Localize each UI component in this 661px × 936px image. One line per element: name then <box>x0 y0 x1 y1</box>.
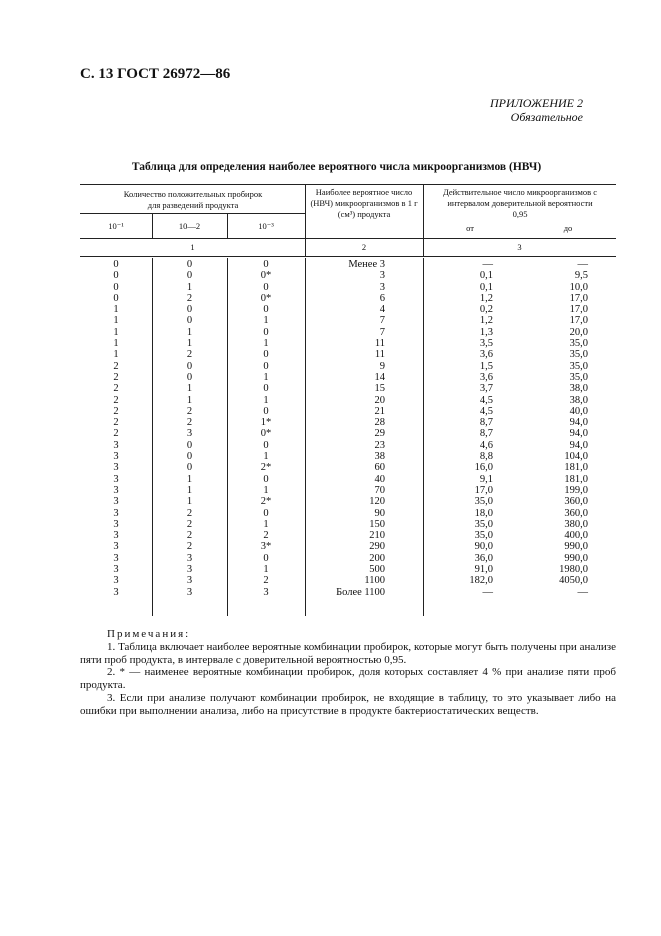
ci-to-cell: 360,0 <box>564 496 588 508</box>
note-3: 3. Если при анализе получают комбинации пробирок, не входящие в таблицу, то это указывает либо на ошибки при выполнении анализа, либо на присутствие в продукте бактериостатических веществ. <box>80 691 616 717</box>
dilution-1-cell: 3 <box>113 564 119 576</box>
dilution-2-cell: 1 <box>186 484 193 496</box>
header-d2: 10—2 <box>178 221 201 231</box>
ci-from-cell: 4,6 <box>479 439 493 451</box>
dilution-3-cell: 2* <box>260 462 272 474</box>
appendix-status: Обязательное <box>510 110 583 124</box>
ci-to-cell: 38,0 <box>569 394 588 406</box>
dilution-3-cell: 1 <box>263 371 269 383</box>
ci-from-cell: 8,8 <box>479 451 493 463</box>
dilution-2-cell: 2 <box>186 292 193 304</box>
dilution-2-cell: 0 <box>186 451 193 463</box>
mpn-cell: Менее 3 <box>348 259 385 270</box>
dilution-1-cell: 1 <box>113 338 119 350</box>
ci-to-cell: — <box>577 259 588 270</box>
ci-from-cell: — <box>482 586 493 598</box>
table-row <box>80 564 616 575</box>
ci-from-cell: 35,0 <box>474 496 493 508</box>
subheader-rule <box>80 213 305 214</box>
ci-from-cell: 1,5 <box>479 360 493 372</box>
dilution-1-cell: 2 <box>113 405 119 417</box>
dilution-1-cell: 0 <box>113 270 119 282</box>
dilution-1-cell: 3 <box>113 518 119 530</box>
mpn-cell: 14 <box>374 371 385 383</box>
dilution-1-cell: 3 <box>113 507 119 519</box>
dilution-1-cell: 3 <box>113 496 119 508</box>
dilution-3-cell: 0* <box>260 292 272 304</box>
dilution-2-cell: 2 <box>186 405 193 417</box>
mpn-cell: 6 <box>379 292 385 304</box>
dilution-2-cell: 2 <box>186 518 193 530</box>
table-row <box>80 440 616 451</box>
ci-from-cell: 18,0 <box>474 507 493 519</box>
header-to: до <box>563 223 573 233</box>
appendix-title: ПРИЛОЖЕНИЕ 2 <box>490 96 583 110</box>
dilution-3-cell: 0 <box>263 439 269 451</box>
ci-to-cell: 17,0 <box>569 292 588 304</box>
dilution-2-cell: 2 <box>186 530 193 542</box>
notes <box>80 628 616 718</box>
ci-to-cell: 17,0 <box>569 304 588 316</box>
dilution-2-cell: 1 <box>186 281 193 293</box>
dilution-1-cell: 3 <box>113 451 119 463</box>
dilution-1-cell: 3 <box>113 484 119 496</box>
ci-from-cell: 1,2 <box>479 315 493 327</box>
note-1: 1. Таблица включает наиболее вероятные комбинации пробирок, которые могут быть получены при анализе пяти проб продукта, в интервале с доверительной вероятностью 0,95. <box>80 640 616 666</box>
dilution-2-cell: 1 <box>186 473 193 485</box>
table-row <box>80 395 616 406</box>
ci-from-cell: 0,1 <box>479 281 493 293</box>
table-row <box>80 293 616 304</box>
ci-from-cell: 3,5 <box>479 338 493 350</box>
col-number-2: 2 <box>361 242 367 252</box>
ci-to-cell: 181,0 <box>564 462 588 474</box>
page-header: С. 13 ГОСТ 26972—86 <box>80 66 231 82</box>
dilution-1-cell: 3 <box>113 541 119 553</box>
ci-to-cell: 94,0 <box>569 439 588 451</box>
ci-from-cell: 8,7 <box>479 428 493 440</box>
table-top-rule <box>80 184 616 185</box>
table-row <box>80 406 616 417</box>
mpn-cell: 40 <box>374 473 385 485</box>
ci-from-cell: 3,7 <box>479 383 493 395</box>
dilution-2-cell: 0 <box>186 304 193 316</box>
ci-to-cell: 400,0 <box>564 530 588 542</box>
table-row <box>80 417 616 428</box>
mpn-cell: 38 <box>374 451 385 463</box>
table-row <box>80 428 616 439</box>
dilution-1-cell: 1 <box>113 326 119 338</box>
dilution-3-cell: 0 <box>263 259 269 270</box>
dilution-3-cell: 1 <box>263 315 269 327</box>
ci-to-cell: 104,0 <box>564 451 588 463</box>
ci-from-cell: 35,0 <box>474 518 493 530</box>
note-2: 2. * — наименее вероятные комбинации пробирок, доля которых составляет 4 % при анализе пяти проб продукта. <box>80 666 616 692</box>
dilution-1-cell: 1 <box>113 304 119 316</box>
ci-from-cell: 90,0 <box>474 541 493 553</box>
mpn-cell: 3 <box>379 270 385 282</box>
ci-from-cell: 1,3 <box>479 326 493 338</box>
ci-to-cell: 40,0 <box>569 405 588 417</box>
dilution-1-cell: 3 <box>113 439 119 451</box>
col-number-1: 1 <box>190 242 195 252</box>
dilution-2-cell: 3 <box>186 552 193 564</box>
dilution-2-cell: 1 <box>186 383 193 395</box>
dilution-3-cell: 0 <box>263 383 269 395</box>
table-row <box>80 485 616 496</box>
dilution-3-cell: 1 <box>263 564 269 576</box>
mpn-cell: 7 <box>379 326 385 338</box>
mpn-cell: 500 <box>369 564 385 576</box>
dilution-1-cell: 0 <box>113 259 119 270</box>
dilution-3-cell: 0* <box>260 428 272 440</box>
table-row <box>80 451 616 462</box>
ci-to-cell: 10,0 <box>569 281 588 293</box>
dilution-3-cell: 1 <box>263 394 269 406</box>
dilution-1-cell: 3 <box>113 586 119 598</box>
mpn-cell: 90 <box>374 507 385 519</box>
number-row-rule <box>80 256 616 257</box>
mpn-cell: 9 <box>379 360 385 372</box>
ci-from-cell: 36,0 <box>474 552 493 564</box>
ci-to-cell: 4050,0 <box>559 575 588 587</box>
dilution-2-cell: 1 <box>186 338 193 350</box>
mpn-cell: 150 <box>369 518 385 530</box>
table-row <box>80 553 616 564</box>
table-row <box>80 304 616 315</box>
dilution-3-cell: 0 <box>263 304 269 316</box>
ci-from-cell: 35,0 <box>474 530 493 542</box>
mpn-cell: 23 <box>374 439 385 451</box>
mpn-cell: 15 <box>374 383 385 395</box>
dilution-3-cell: 2 <box>263 530 269 542</box>
ci-to-cell: 35,0 <box>569 371 588 383</box>
dilution-2-cell: 2 <box>186 417 193 429</box>
ci-to-cell: — <box>577 586 588 598</box>
dilution-3-cell: 0 <box>263 326 269 338</box>
table-row <box>80 383 616 394</box>
ci-to-cell: 38,0 <box>569 383 588 395</box>
ci-to-cell: 35,0 <box>569 360 588 372</box>
dilution-3-cell: 0 <box>263 360 269 372</box>
header-d3: 10⁻³ <box>258 221 274 231</box>
dilution-2-cell: 0 <box>186 259 193 270</box>
dilution-1-cell: 0 <box>113 292 119 304</box>
mpn-cell: 210 <box>369 530 385 542</box>
dilution-1-cell: 2 <box>113 394 119 406</box>
mpn-cell: 290 <box>369 541 385 553</box>
dilution-2-cell: 3 <box>186 564 193 576</box>
dilution-1-cell: 2 <box>113 371 119 383</box>
data-table <box>80 259 616 598</box>
table-row <box>80 575 616 586</box>
dilution-1-cell: 2 <box>113 360 119 372</box>
ci-from-cell: — <box>482 259 493 270</box>
mpn-cell: 200 <box>369 552 385 564</box>
ci-from-cell: 4,5 <box>479 405 493 417</box>
header-group1: Количество положительных пробирок для разведений продукта <box>123 189 263 210</box>
mpn-cell: 21 <box>374 405 385 417</box>
dilution-2-cell: 1 <box>186 496 193 508</box>
dilution-3-cell: 1* <box>260 417 272 429</box>
table-row <box>80 541 616 552</box>
data-table-body <box>80 259 616 598</box>
ci-from-cell: 3,6 <box>479 371 493 383</box>
dilution-2-cell: 3 <box>186 586 193 598</box>
dilution-3-cell: 0* <box>260 270 272 282</box>
dilution-2-cell: 0 <box>186 462 193 474</box>
dilution-1-cell: 2 <box>113 417 119 429</box>
ci-to-cell: 990,0 <box>564 552 588 564</box>
appendix-label <box>490 96 583 124</box>
dilution-2-cell: 0 <box>186 315 193 327</box>
header-bottom-rule <box>80 238 616 239</box>
ci-to-cell: 380,0 <box>564 518 588 530</box>
dilution-2-cell: 2 <box>186 349 193 361</box>
ci-to-cell: 94,0 <box>569 428 588 440</box>
ci-to-cell: 35,0 <box>569 349 588 361</box>
dilution-3-cell: 0 <box>263 507 269 519</box>
mpn-cell: 28 <box>374 417 385 429</box>
ci-from-cell: 17,0 <box>474 484 493 496</box>
table-title: Таблица для определения наиболее вероятного числа микроорганизмов (НВЧ) <box>131 161 542 173</box>
table-row <box>80 587 616 598</box>
ci-from-cell: 182,0 <box>469 575 493 587</box>
dilution-3-cell: 1 <box>263 451 269 463</box>
ci-to-cell: 20,0 <box>569 326 588 338</box>
ci-to-cell: 9,5 <box>574 270 588 282</box>
dilution-3-cell: 1 <box>263 484 269 496</box>
dilution-3-cell: 0 <box>263 473 269 485</box>
dilution-1-cell: 2 <box>113 383 119 395</box>
header-col2: Наиболее вероятное число (НВЧ) микроорганизмов в 1 г (см³) продукта <box>310 187 418 219</box>
dilution-3-cell: 0 <box>263 281 269 293</box>
mpn-cell: 4 <box>379 304 385 316</box>
ci-from-cell: 91,0 <box>474 564 493 576</box>
table-row <box>80 349 616 360</box>
mpn-cell: 70 <box>374 484 385 496</box>
mpn-cell: 3 <box>379 281 385 293</box>
dilution-2-cell: 0 <box>186 270 193 282</box>
dilution-2-cell: 3 <box>186 575 193 587</box>
ci-to-cell: 360,0 <box>564 507 588 519</box>
ci-from-cell: 1,2 <box>479 292 493 304</box>
dilution-3-cell: 1 <box>263 518 269 530</box>
ci-from-cell: 16,0 <box>474 462 493 474</box>
ci-from-cell: 3,6 <box>479 349 493 361</box>
table-row <box>80 315 616 326</box>
ci-to-cell: 181,0 <box>564 473 588 485</box>
table-row <box>80 259 616 270</box>
table-row <box>80 530 616 541</box>
dilution-3-cell: 1 <box>263 338 269 350</box>
table-row <box>80 474 616 485</box>
dilution-3-cell: 3* <box>260 541 272 553</box>
ci-to-cell: 35,0 <box>569 338 588 350</box>
ci-from-cell: 8,7 <box>479 417 493 429</box>
table-row <box>80 508 616 519</box>
dilution-1-cell: 3 <box>113 473 119 485</box>
dilution-3-cell: 2* <box>260 496 272 508</box>
dilution-1-cell: 2 <box>113 428 119 440</box>
mpn-cell: 29 <box>374 428 385 440</box>
mpn-cell: 120 <box>369 496 385 508</box>
dilution-3-cell: 0 <box>263 349 269 361</box>
table-row <box>80 282 616 293</box>
col-number-3: 3 <box>517 242 522 252</box>
ci-to-cell: 199,0 <box>564 484 588 496</box>
dilution-1-cell: 0 <box>113 281 119 293</box>
table-row <box>80 338 616 349</box>
mpn-cell: 20 <box>374 394 385 406</box>
ci-to-cell: 17,0 <box>569 315 588 327</box>
dilution-2-cell: 0 <box>186 371 193 383</box>
ci-to-cell: 94,0 <box>569 417 588 429</box>
header-d1: 10⁻¹ <box>108 221 124 231</box>
dilution-1-cell: 1 <box>113 315 119 327</box>
ci-to-cell: 990,0 <box>564 541 588 553</box>
table-row <box>80 270 616 281</box>
dilution-2-cell: 2 <box>186 507 193 519</box>
dilution-2-cell: 0 <box>186 439 193 451</box>
dilution-1-cell: 3 <box>113 462 119 474</box>
dilution-3-cell: 2 <box>263 575 269 587</box>
ci-to-cell: 1980,0 <box>559 564 588 576</box>
dilution-1-cell: 3 <box>113 552 119 564</box>
table-row <box>80 519 616 530</box>
ci-from-cell: 4,5 <box>479 394 493 406</box>
table-row <box>80 462 616 473</box>
dilution-2-cell: 1 <box>186 326 193 338</box>
header-from: от <box>466 223 474 233</box>
table-row <box>80 372 616 383</box>
dilution-3-cell: 0 <box>263 405 269 417</box>
mpn-cell: 11 <box>374 338 385 350</box>
dilution-3-cell: 0 <box>263 552 269 564</box>
mpn-cell: 11 <box>374 349 385 361</box>
notes-heading: Примечания: <box>107 628 191 640</box>
dilution-2-cell: 1 <box>186 394 193 406</box>
table-row <box>80 496 616 507</box>
mpn-cell: 7 <box>379 315 385 327</box>
table-row <box>80 361 616 372</box>
header-col3: Действительное число микроорганизмов с интервалом доверительной вероятности 0,95 <box>442 187 598 219</box>
ci-from-cell: 9,1 <box>479 473 493 485</box>
dilution-3-cell: 3 <box>263 586 269 598</box>
mpn-cell: 60 <box>374 462 385 474</box>
mpn-cell: 1100 <box>364 575 385 587</box>
dilution-2-cell: 0 <box>186 360 193 372</box>
dilution-1-cell: 1 <box>113 349 119 361</box>
ci-from-cell: 0,2 <box>479 304 493 316</box>
table-row <box>80 327 616 338</box>
mpn-cell: Более 1100 <box>336 586 385 598</box>
dilution-1-cell: 3 <box>113 530 119 542</box>
dilution-2-cell: 2 <box>186 541 193 553</box>
ci-from-cell: 0,1 <box>479 270 493 282</box>
dilution-2-cell: 3 <box>186 428 193 440</box>
dilution-1-cell: 3 <box>113 575 119 587</box>
